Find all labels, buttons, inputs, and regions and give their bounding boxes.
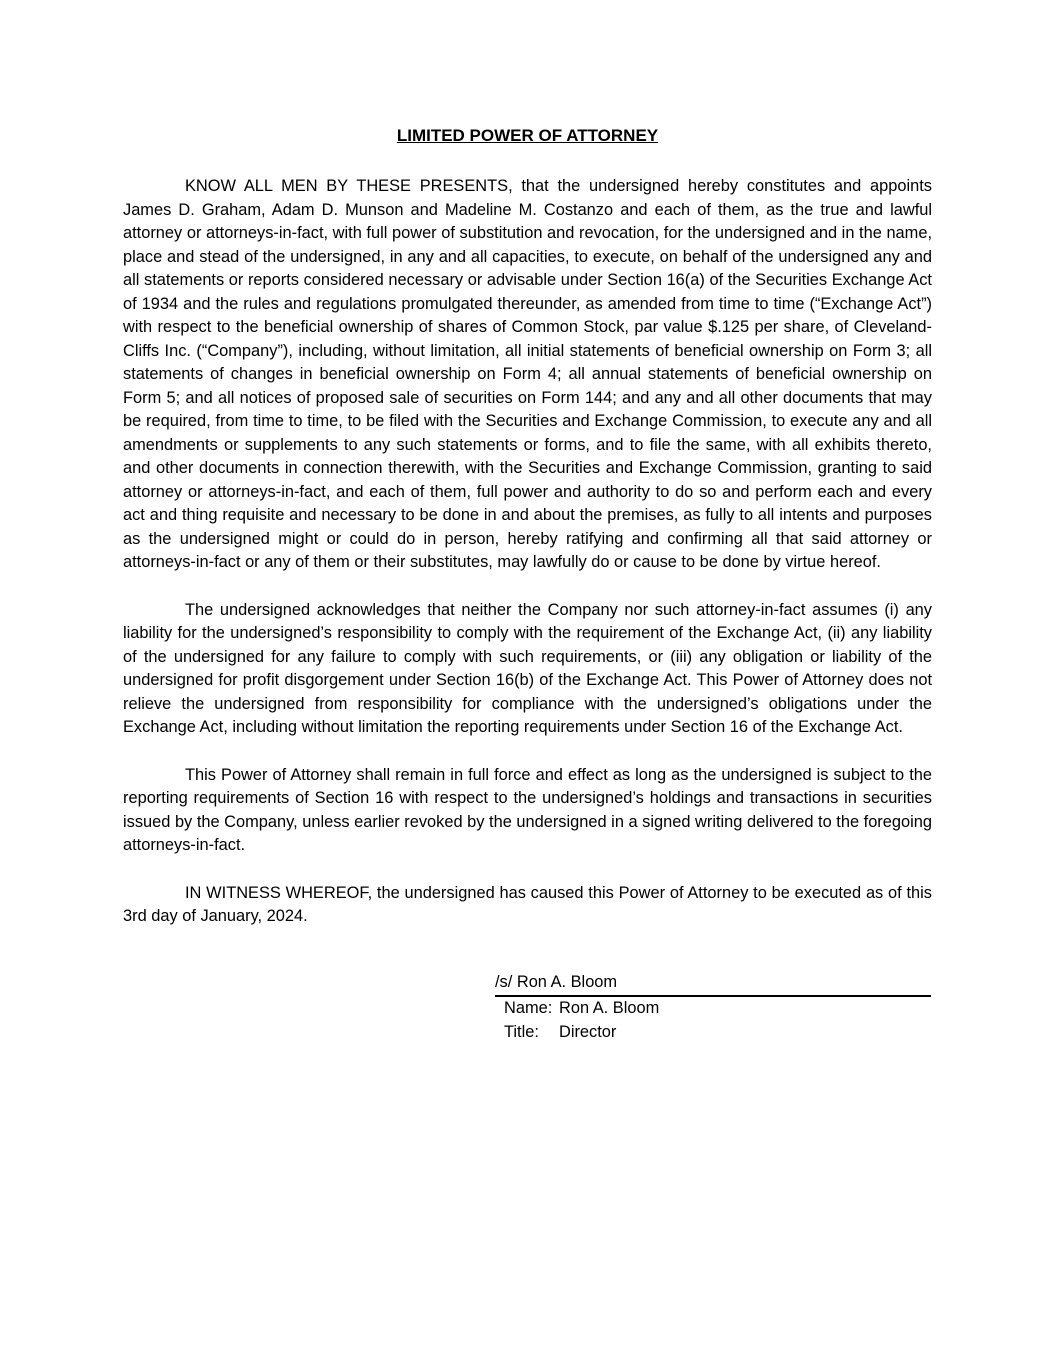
signature-name-row [495, 997, 931, 1021]
poa-paragraph-acknowledgement: The undersigned acknowledges that neither the Company nor such attorney-in-fact assumes (i) any liability for the undersigned’s responsibility to comply with the requirement of the Exchange Act, (ii) any liability of the undersigned for any failure to comply with such requirements, or (iii) any obligation or liability of the undersigned for profit disgorgement under Section 16(b) of the Exchange Act. This Power of Attorney does not relieve the undersigned from responsibility for compliance with the undersigned’s obligations under the Exchange Act, including without limitation the reporting requirements under Section 16 of the Exchange Act. [123, 600, 932, 736]
document-title: LIMITED POWER OF ATTORNEY [396, 126, 659, 145]
poa-paragraph-duration: This Power of Attorney shall remain in full force and effect as long as the undersigned is subject to the reporting requirements of Section 16 with respect to the undersigned’s holdings and transactions in securities issued by the Company, unless earlier revoked by the undersigned in a signed writing delivered to the foregoing attorneys-in-fact. [123, 765, 932, 854]
signature-title-row [495, 1021, 931, 1045]
signature-title-label: Title: [504, 1022, 539, 1041]
signature-block [495, 971, 931, 1045]
signature-name-label: Name: [504, 999, 553, 1017]
signature-title-value: Director [559, 1022, 617, 1041]
signature-line: /s/ Ron A. Bloom [495, 971, 931, 998]
poa-paragraph-appointment: KNOW ALL MEN BY THESE PRESENTS, that the undersigned hereby constitutes and appoints James D. Graham, Adam D. Munson and Madeline M. Costanzo and each of them, as the true and lawful attorney or attorneys-in-fact, with full power of substitution and revocation, for the undersigned and in the name, place and stead of the undersigned, in any and all capacities, to execute, on behalf of the undersigned any and all statements or reports considered necessary or advisable under Section 16(a) of the Securities Exchange Act of 1934 and the rules and regulations promulgated thereunder, as amended from time to time (“Exchange Act”) with respect to the beneficial ownership of shares of Common Stock, par value $.125 per share, of Cleveland-Cliffs Inc. (“Company”), including, without limitation, all initial statements of beneficial ownership on Form 3; all statements of changes in beneficial ownership on Form 4; all annual statements of beneficial ownership on Form 5; and all notices of proposed sale of securities on Form 144; and any and all other documents that may be required, from time to time, to be filed with the Securities and Exchange Commission, to execute any and all amendments or supplements to any such statements or forms, and to file the same, with all exhibits thereto, and other documents in connection therewith, with the Securities and Exchange Commission, granting to said attorney or attorneys-in-fact, and each of them, full power and authority to do so and perform each and every act and thing requisite and necessary to be done in and about the premises, as fully to all intents and purposes as the undersigned might or could do in person, hereby ratifying and confirming all that said attorney or attorneys-in-fact or any of them or their substitutes, may lawfully do or cause to be done by virtue hereof. [123, 177, 932, 571]
poa-paragraph-witness: IN WITNESS WHEREOF, the undersigned has caused this Power of Attorney to be executed as of this 3rd day of January, 2024. [123, 883, 932, 925]
signature-name-value: Ron A. Bloom [559, 999, 660, 1017]
